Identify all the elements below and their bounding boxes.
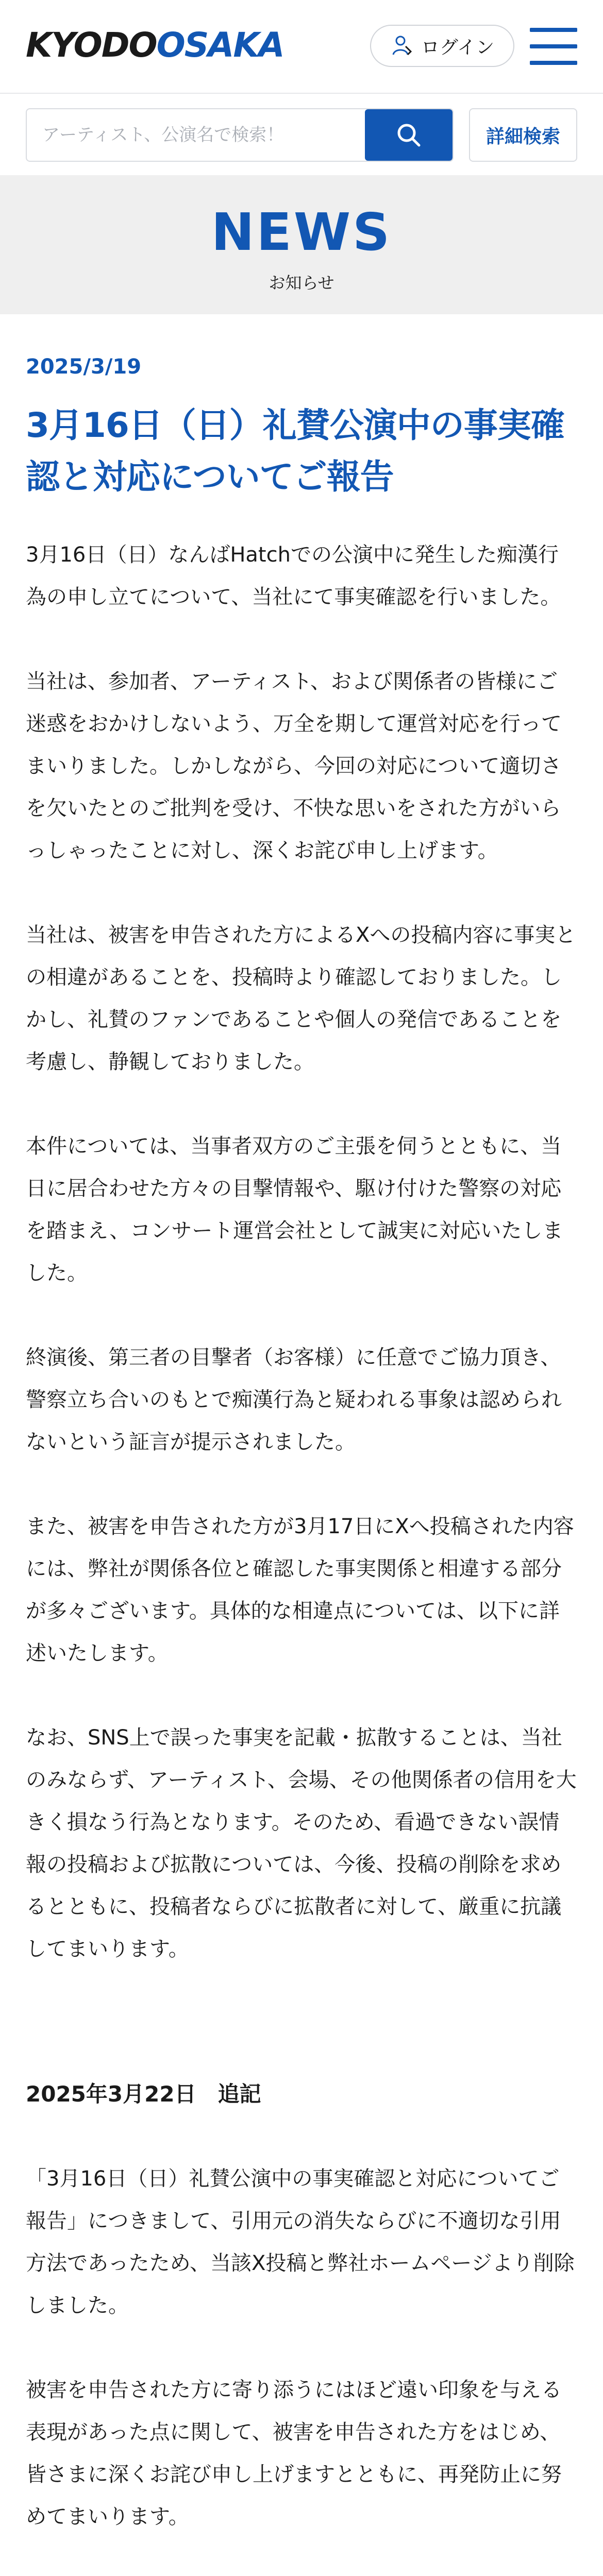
site-logo[interactable] xyxy=(26,25,284,66)
login-label: ログイン xyxy=(421,37,495,58)
addendum-paragraph: 被害を申告された方に寄り添うにはほど遠い印象を与える表現があった点に関して、被害を申告された方をはじめ、皆さまに深くお詫び申し上げますとともに、再発防止に努めてまいります。 xyxy=(26,2378,562,2529)
header-divider xyxy=(0,93,603,94)
search-input[interactable] xyxy=(27,109,365,161)
news-article xyxy=(0,314,603,2576)
hamburger-menu-icon[interactable] xyxy=(530,28,577,65)
article-title: 3月16日（日）礼賛公演中の事実確認と対応についてご報告 xyxy=(26,405,564,497)
addendum-heading: 2025年3月22日 追記 xyxy=(26,2081,261,2107)
article-paragraph: 終演後、第三者の目撃者（お客様）に任意でご協力頂き、警察立ち合いのもとで痴漢行為と疑われる事象は認められないという証言が提示されました。 xyxy=(26,1346,562,1454)
login-button[interactable] xyxy=(370,25,514,67)
article-paragraph: 当社は、参加者、アーティスト、および関係者の皆様にご迷惑をおかけしないよう、万全を期して運営対応を行ってまいりました。しかしながら、今回の対応について適切さを欠いたとのご批判を受け、不快な思いをされた方がいらっしゃったことに対し、深くお詫び申し上げます。 xyxy=(26,670,562,862)
login-person-icon xyxy=(390,34,414,58)
article-paragraph: 3月16日（日）なんばHatchでの公演中に発生した痴漢行為の申し立てについて、当社にて事実確認を行いました。 xyxy=(26,543,561,609)
article-date: 2025/3/19 xyxy=(26,355,142,379)
search-box xyxy=(26,108,454,162)
addendum-paragraph: 「3月16日（日）礼賛公演中の事実確認と対応についてご報告」につきまして、引用元の消失ならびに不適切な引用方法であったため、当該X投稿と弊社ホームページより削除しました。 xyxy=(26,2167,575,2317)
search-icon xyxy=(394,121,423,149)
page-title: NEWS xyxy=(211,202,392,262)
logo-kyodo-text: KYODO xyxy=(26,25,157,65)
article-paragraph: 本件については、当事者双方のご主張を伺うとともに、当日に居合わせた方々の目撃情報や、駆け付けた警察の対応を踏まえ、コンサート運営会社として誠実に対応いたしました。 xyxy=(26,1134,563,1285)
article-paragraph: また、被害を申告された方が3月17日にXへ投稿された内容には、弊社が関係各位と確認した事実関係と相違する部分が多々ございます。具体的な相違点については、以下に詳述いたします。 xyxy=(26,1515,574,1665)
article-paragraph: 当社は、被害を申告された方によるXへの投稿内容に事実との相違があることを、投稿時より確認しておりました。しかし、礼賛のファンであることや個人の発信であることを考慮し、静観しておりました。 xyxy=(26,923,576,1074)
site-header xyxy=(0,0,603,93)
logo-osaka-text: OSAKA xyxy=(156,25,284,65)
page-heading-band xyxy=(0,175,603,314)
search-button[interactable] xyxy=(365,109,453,161)
page-subtitle: お知らせ xyxy=(269,273,334,293)
advanced-search-button[interactable]: 詳細検索 xyxy=(469,108,577,162)
article-paragraph: なお、SNS上で誤った事実を記載・拡散することは、当社のみならず、アーティスト、会場、その他関係者の信用を大きく損なう行為となります。そのため、看過できない誤情報の投稿および拡散については、今後、投稿の削除を求めるとともに、投稿者ならびに拡散者に対して、厳重に抗議してまいります。 xyxy=(26,1726,577,1961)
search-bar xyxy=(0,93,603,175)
article-body xyxy=(26,534,577,2576)
